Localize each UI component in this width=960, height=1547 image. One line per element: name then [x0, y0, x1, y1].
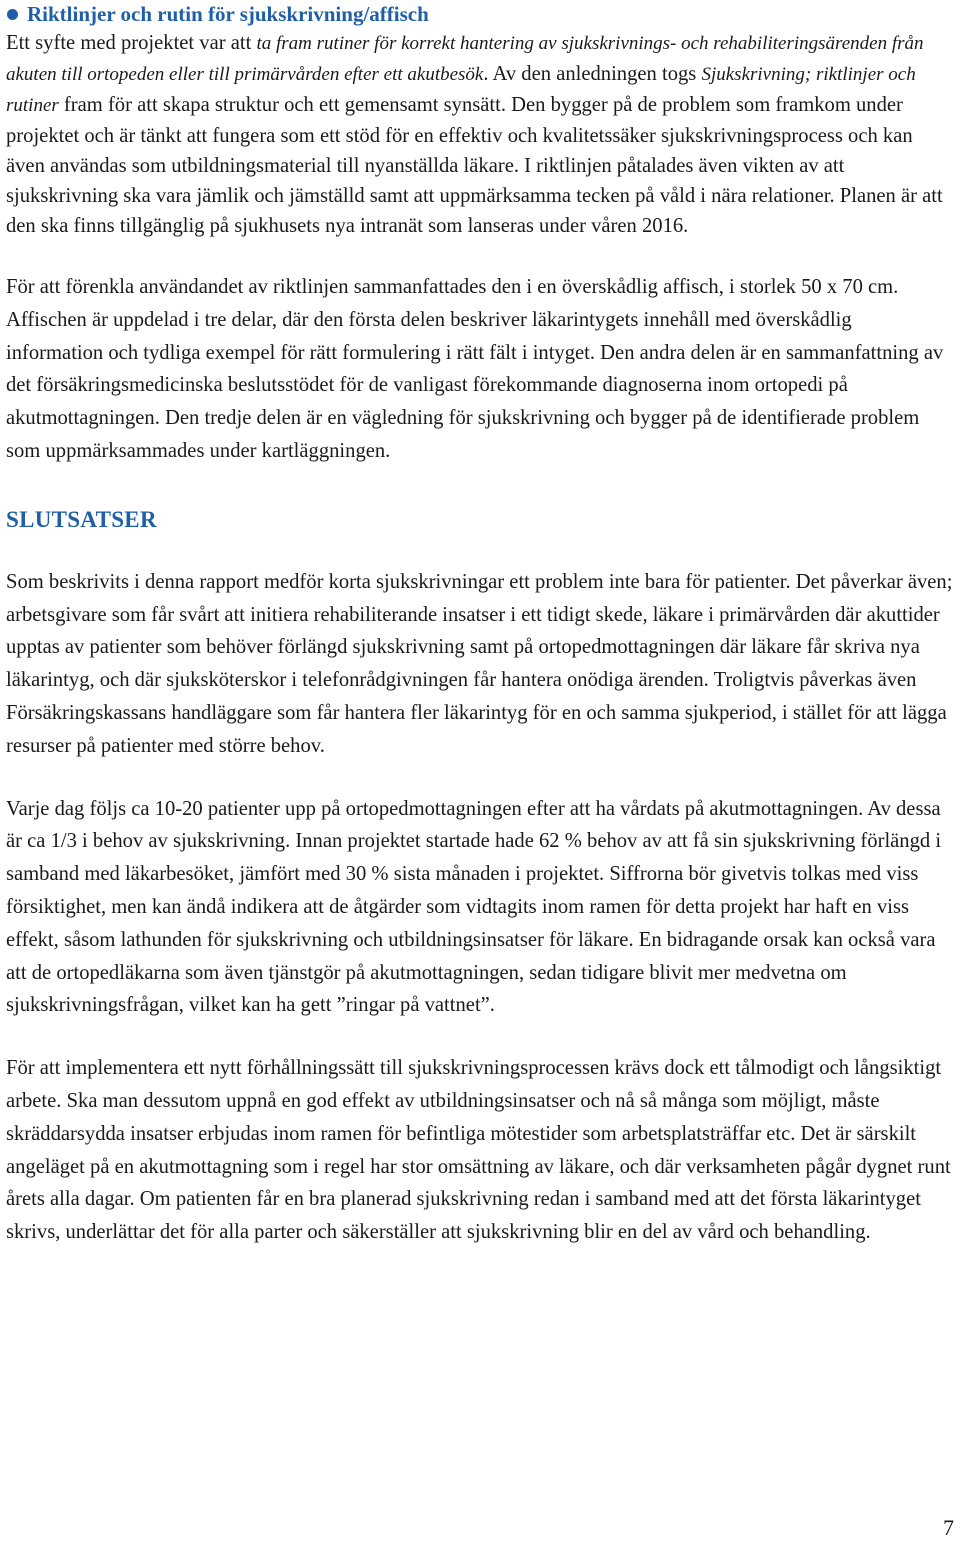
paragraph-gap — [6, 1022, 954, 1052]
bullet-icon — [7, 9, 18, 20]
paragraph-syfte-italic-1: ta fram rutiner för korrekt hantering av sjukskrivnings- och rehabiliteringsärenden från akuten till ortopeden eller till primärvården efter ett akutbesök — [6, 33, 924, 85]
paragraph-uppfoljning: Varje dag följs ca 10-20 patienter upp på ortopedmottagningen efter att ha vårdats på akutmottagningen. Av dessa är ca 1/3 i behov av sjukskrivning. Innan projektet startade hade 62 % behov av att få sin sjukskrivning förlängd i samband med läkarbesöket, jämfört med 30 % sista månaden i projektet. Siffrorna bör givetvis tolkas med viss försiktighet, men kan ändå indikera att de åtgärder som vidtagits inom ramen för detta projekt har haft en viss effekt, såsom lathunden för sjukskrivning och utbildningsinsatser för läkare. En bidragande orsak kan också vara att de ortopedläkarna som även tjänstgör på akutmottagningen, sedan tidigare blivit mer medvetna om sjukskrivningsfrågan, vilket kan ha gett ”ringar på vattnet”. — [6, 797, 942, 1017]
page-number: 7 — [943, 1515, 954, 1540]
paragraph-gap — [6, 536, 954, 566]
paragraph-syfte-text-3: fram för att skapa struktur och ett gemensamt synsätt. Den bygger på de problem som framkom under projektet och är tänkt att fungera som ett stöd för en effektiv och kvalitetssäker sjukskrivningsprocess och kan även användas som utbildningsmaterial till nyanställda läkare. I riktlinjen påtalades även vikten av att sjukskrivning ska vara jämlik och jämställd samt att uppmärksamma tecken på våld i nära relationer. Planen är att den ska finns tillgänglig på sjukhusets nya intranät som lanseras under våren 2016. — [6, 94, 943, 237]
paragraph-affisch: För att förenkla användandet av riktlinjen sammanfattades den i en överskådlig affisch, i storlek 50 x 70 cm. Affischen är uppdelad i tre delar, där den första delen beskriver läkarintygets innehåll med överskådlig information och tydliga exempel för rätt formulering i rätt fält i intyget. Den andra delen är en sammanfattning av det försäkringsmedicinska beslutsstödet för de vanligast förekommande diagnoserna inom ortopedi på akutmottagningen. Den tredje delen är en vägledning för sjukskrivning och bygger på de identifierade problem som uppmärksammades under kartläggningen. — [6, 276, 944, 462]
paragraph-syfte-text-2: . Av den anledningen togs — [483, 63, 702, 85]
paragraph-implementering: För att implementera ett nytt förhållningssätt till sjukskrivningsprocessen krävs dock ett tålmodigt och långsiktigt arbete. Ska man dessutom uppnå en god effekt av utbildningsinsatser och nå så många som möjligt, måste skräddarsydda insatser erbjudas inom ramen för befintliga mötestider som arbetsplatsträffar etc. Det är särskilt angeläget på en akutmottagning som i regel har stor omsättning av läkare, och där verksamheten pågår dygnet runt årets alla dagar. Om patienten får en bra planerad sjukskrivning redan i samband med att det första läkarintyget skrivs, underlättar det för alla parter och säkerställer att sjukskrivning blir en del av vård och behandling. — [6, 1057, 951, 1244]
paragraph-gap — [6, 241, 954, 271]
paragraph-syfte-italic-2: Sjukskrivning; riktlinjer och rutiner — [6, 64, 916, 116]
paragraph-gap — [6, 763, 954, 793]
subheading-label: Riktlinjer och rutin för sjukskrivning/affisch — [27, 2, 429, 26]
paragraph-syfte — [6, 28, 954, 241]
paragraph-syfte-text-1: Ett syfte med projektet var att — [6, 32, 257, 54]
section-title-slutsatser: SLUTSATSER — [6, 506, 157, 532]
paragraph-gap — [6, 468, 954, 504]
paragraph-korta-sjukskrivningar: Som beskrivits i denna rapport medför korta sjukskrivningar ett problem inte bara för patienter. Det påverkar även; arbetsgivare som får svårt att initiera rehabiliterande insatser i ett tidigt skede, läkare i primärvården där akuttider upptas av patienter som behöver förlängd sjukskrivning samt på ortopedmottagningen där läkare får skriva nya läkarintyg, och där sjuksköterskor i telefonrådgivningen får hantera onödiga ärenden. Troligtvis påverkas även Försäkringskassans handläggare som får hantera fler läkarintyg för en och samma sjukperiod, i stället för att lägga resurser på patienter med större behov. — [6, 570, 953, 757]
document-page — [6, 0, 954, 1249]
subheading-riktlinjer — [6, 0, 954, 28]
